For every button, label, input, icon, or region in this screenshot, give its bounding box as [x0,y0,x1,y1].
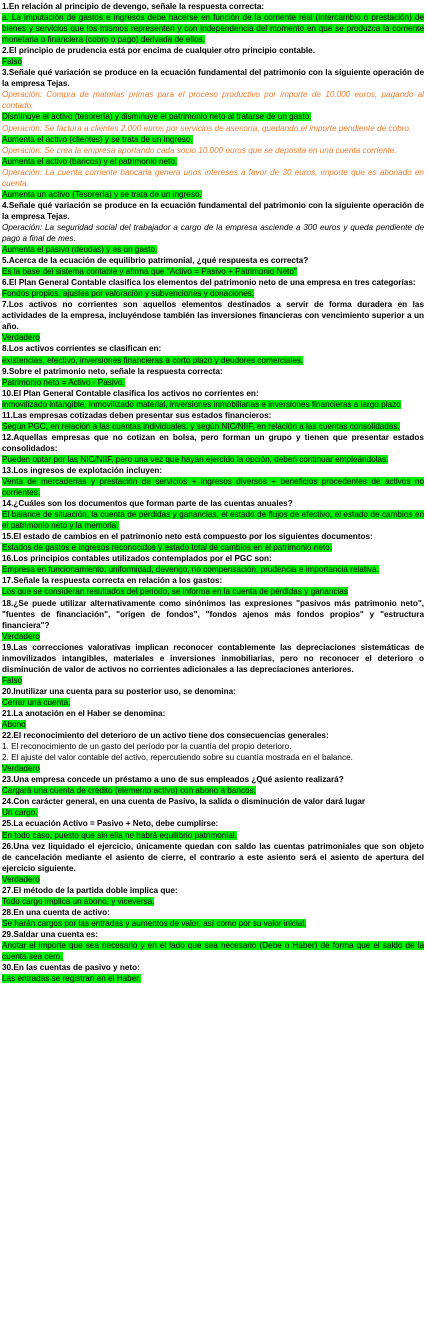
operation-text: Operación: La cuenta corriente bancaria genera unos intereses a favor de 30 euros, importe que es abonado en cuenta. [2,167,424,188]
answer-text: Patrimonio neto = Activo - Pasivo. [2,377,125,387]
question-text: 28.En una cuenta de activo: [2,907,110,917]
question-text: 8.Los activos corrientes se clasifican en: [2,344,162,354]
answer-text: Verdadero [2,764,40,774]
question-text: 14.¿Cuáles son los documentos que forman parte de las cuentas anuales? [2,499,293,509]
operation-text: Operación: Se crea la empresa aportando cada socio 10.000 euros que se deposita en una cuenta corriente. [2,145,397,155]
answer-text: Los que se consideran resultados del periodo, se informa en la cuenta de pérdidas y ganancias [2,587,348,597]
answer-text: a. La imputación de gastos e ingresos debe hacerse en función de la corriente real (intercambio o prestación) de bienes y servicios que los mismos representen y con independencia del momento en que se produzca la corriente monetaria o financiera (cobro o pago) derivada de ellos. [2,13,424,45]
question-text: 17.Señale la respuesta correcta en relación a los gastos: [2,576,223,586]
answer-text: Verdadero [2,874,40,884]
answer-text: El balance de situación, la cuenta de pérdidas y ganancias, el estado de flujos de efectivo, el estado de cambios en el patrimonio neto y la memoria. [2,510,424,531]
answer-text: Aumenta el pasivo (deudas) y es un gasto. [2,245,158,255]
answer-text: existencias, efectivo, inversiones financieras a corto plazo y deudores comerciales. [2,355,304,365]
question-text: 12.Aquellas empresas que no cotizan en bolsa, pero forman un grupo y tienen que presentar estados consolidados: [2,432,424,453]
question-text: 24.Con carácter general, en una cuenta de Pasivo, la salida o disminución de valor dará lugar [2,797,366,807]
answer-text: Venta de mercaderías y prestación de servicios + ingresos diversos + beneficios procedentes de activos no corrientes. [2,477,424,498]
answer-text: Verdadero [2,631,40,641]
answer-text: inmovilizado intangible, inmovilizado material, inversiones inmobiliarias e inversiones financieras a largo plazo [2,399,401,409]
answer-text: Falso [2,57,23,67]
answer-text: Cerrar una cuenta. [2,697,71,707]
answer-text: Abono [2,720,26,730]
answer-text: Según PGC, en relación a las cuentas individuales, y según NIC/NIIF, en relación a las cuentas consolidadas. [2,421,400,431]
question-text: 29.Saldar una cuenta es: [2,929,99,939]
operation-text: Operación: Compra de materias primas para el proceso productivo por importe de 10.000 euros, pagando al contado. [2,90,424,111]
answer-text: Es la base del sistema contable y afirma que "Activo = Pasivo + Patrimonio Neto" [2,267,297,277]
answer-text: Fondos propios, ajustes por valoración y subvenciones y donaciones. [2,289,255,299]
question-text: 18.¿Se puede utilizar alternativamente como sinónimos las expresiones "pasivos más patrimonio neto", "fuentes de financiación", "origen de fondos", "fondos ajenos más fondos propios" y "estructura financiera"? [2,598,424,630]
question-text: 21.La anotación en el Haber se denomina: [2,709,166,718]
question-text: 16.Los principios contables utilizados contemplados por el PGC son: [2,554,272,564]
answer-text: Verdadero [2,333,40,343]
answer-text: Aumenta el activo (clientes) y se trata de un ingreso. [2,134,193,144]
answer-text: Todo cargo implica un abono, y viceversa. [2,896,155,906]
answer-text: Estados de gastos e ingresos reconocidos y estado total de cambios en el patrimonio neto. [2,543,332,553]
question-text: 11.Las empresas cotizadas deben presentar sus estados financieros: [2,410,272,420]
answer-text: En todo caso, puesto que sin ella no habrá equilibrio patrimonial. [2,830,237,840]
answer-text: Aumenta un activo (Tesorería) y se trata de un ingreso. [2,189,202,199]
question-text: 9.Sobre el patrimonio neto, señale la respuesta correcta: [2,366,223,376]
operation-text: Operación: La seguridad social del trabajador a cargo de la empresa asciende a 300 euros y queda pendiente de pago a final de mes. [2,222,424,243]
statement-text: 1. El reconocimiento de un gasto del período por la cuantía del propio deterioro. [2,742,292,752]
question-text: 20.Inutilizar una cuenta para su posterior uso, se denomina: [2,686,236,696]
statement-text: 2. El ajuste del valor contable del activo, repercutiendo sobre su cuantía mostrada en el balance. [2,753,353,763]
question-text: 2.El principio de prudencia está por encima de cualquier otro principio contable. [2,46,316,56]
answer-text: Pueden optar por las NIC/NIIF, pero una vez que hayan ejercido la opción, deben continuar empleándolas. [2,454,389,464]
answer-text: Cargará una cuenta de crédito (elemento activo) con abono a bancos. [2,786,256,796]
question-text: 5.Acerca de la ecuación de equilibrio patrimonial, ¿qué respuesta es correcta? [2,256,309,266]
question-text: 19.Las correcciones valorativas implican reconocer contablemente las depreciaciones sistemáticas de inmovilizados intangibles, materiales e inversiones inmobiliarias, pero no reconocer el deterioro o disminución de valor de activos no corrientes adicionales a las depreciaciones anteriores. [2,642,424,674]
question-text: 6.El Plan General Contable clasifica los elementos del patrimonio neto de una empresa en tres categorías: [2,278,416,288]
answer-text: Un cargo. [2,808,38,818]
question-text: 10.El Plan General Contable clasifica los activos no corrientes en: [2,388,259,398]
question-text: 3.Señale qué variación se produce en la ecuación fundamental del patrimonio con la siguiente operación de la empresa Tejas. [2,68,424,89]
answer-text: Disminuye el activo (tesorería) y disminuye el patrimonio neto al tratarse de un gasto. [2,112,312,122]
question-text: 22.El reconocimiento del deterioro de un activo tiene dos consecuencias generales: [2,731,329,741]
answer-text: Aumenta el activo (bancos) y el patrimonio neto. [2,156,178,166]
question-text: 30.En las cuentas de pasivo y neto: [2,963,140,973]
answer-text: Las entradas se registran en el Haber. [2,974,141,984]
answer-text: Anotar el importe que sea necesario y en el lado que sea necesario (Debe o Haber) de forma que el saldo de la cuenta sea cero. [2,940,424,962]
question-text: 26.Una vez liquidado el ejercicio, únicamente quedan con saldo las cuentas patrimoniales que son objeto de cancelación mediante el asiento de cierre, el contrario a este asiento será el asiento de apertura del ejercicio siguiente. [2,841,424,873]
answer-text: Falso [2,675,23,685]
question-text: 15.El estado de cambios en el patrimonio neto está compuesto por los siguientes documentos: [2,532,373,542]
question-text: 25.La ecuación Activo = Pasivo + Neto, debe cumplirse: [2,819,219,829]
question-text: 13.Los ingresos de explotación incluyen: [2,465,163,475]
answer-text: Se harán cargos por las entradas y aumentos de valor, así como por su valor inicial. [2,918,307,928]
question-text: 7.Los activos no corrientes son aquellos elementos destinados a servir de forma duradera en las actividades de la empresa, incluyéndose también las inversiones financieras con vencimiento superior a un año. [2,300,424,332]
question-text: 1.En relación al principio de devengo, señale la respuesta correcta: [2,2,265,11]
answer-text: Empresa en funcionamiento, uniformidad, devengo, no compensación, prudencia e importancia relativa. [2,565,379,575]
question-text: 27.El método de la partida doble implica que: [2,885,178,895]
question-text: 4.Señale qué variación se produce en la ecuación fundamental del patrimonio con la siguiente operación de la empresa Tejas. [2,200,424,221]
operation-text: Operación: Se factura a clientes 2.000 euros por servicios de asesoría, quedando el importe pendiente de cobro. [2,123,412,133]
question-text: 23.Una empresa concede un préstamo a uno de sus empleados ¿Qué asiento realizará? [2,775,344,785]
